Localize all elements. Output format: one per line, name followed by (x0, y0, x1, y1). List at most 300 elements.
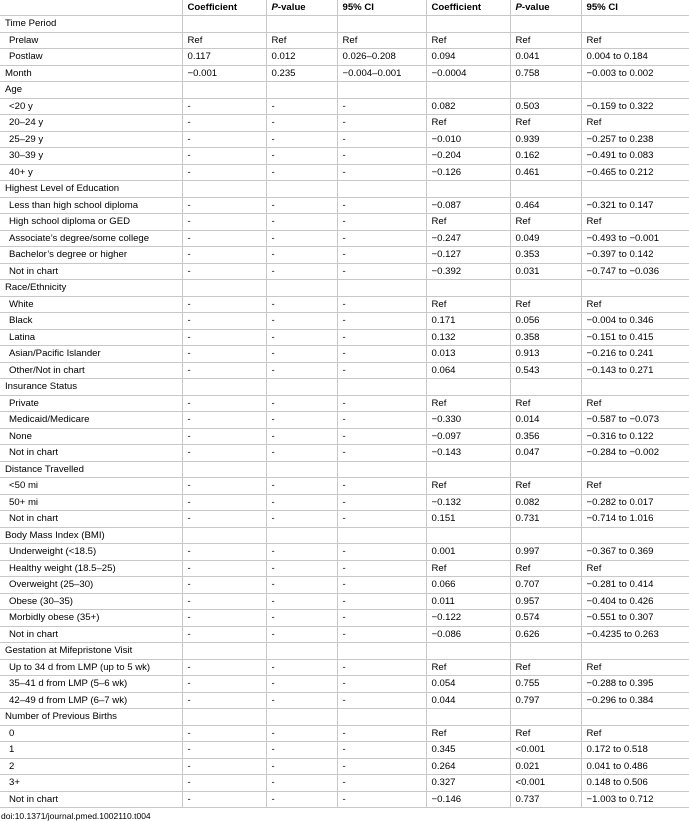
table-cell: −0.257 to 0.238 (581, 131, 689, 148)
table-cell: - (266, 346, 337, 363)
table-cell: - (182, 494, 266, 511)
table-cell: Ref (426, 395, 510, 412)
table-cell: - (337, 395, 426, 412)
table-row (0, 395, 689, 412)
group-label: Time Period (0, 16, 182, 33)
table-cell: −0.204 (426, 148, 510, 165)
table-cell: - (337, 593, 426, 610)
table-row (0, 98, 689, 115)
doi-footnote: doi:10.1371/journal.pmed.1002110.t004 (1, 811, 151, 821)
table-cell: - (182, 560, 266, 577)
table-cell (182, 527, 266, 544)
table-row (0, 577, 689, 594)
table-cell: - (182, 511, 266, 528)
table-cell: - (266, 428, 337, 445)
table-cell: −0.296 to 0.384 (581, 692, 689, 709)
row-label: 35–41 d from LMP (5–6 wk) (0, 676, 182, 693)
table-cell: −0.288 to 0.395 (581, 676, 689, 693)
table-cell: 0.021 (510, 758, 581, 775)
table-group-row (0, 16, 689, 33)
table-cell: 0.461 (510, 164, 581, 181)
table-row (0, 725, 689, 742)
row-label: Prelaw (0, 32, 182, 49)
row-label: 3+ (0, 775, 182, 792)
table-cell: - (266, 313, 337, 330)
table-cell (182, 280, 266, 297)
table-cell: −0.465 to 0.212 (581, 164, 689, 181)
table-cell: - (337, 544, 426, 561)
table-row (0, 49, 689, 66)
table-cell: 0.957 (510, 593, 581, 610)
table-cell: 0.503 (510, 98, 581, 115)
table-cell: Ref (510, 32, 581, 49)
table-cell: −0.282 to 0.017 (581, 494, 689, 511)
table-cell (581, 709, 689, 726)
table-cell: - (266, 560, 337, 577)
table-cell: - (266, 494, 337, 511)
table-cell: - (337, 247, 426, 264)
table-cell (581, 82, 689, 99)
table-cell: −0.714 to 1.016 (581, 511, 689, 528)
table-cell (337, 16, 426, 33)
table-cell: - (266, 148, 337, 165)
table-cell (426, 379, 510, 396)
table-cell: −0.003 to 0.002 (581, 65, 689, 82)
table-cell: - (337, 676, 426, 693)
table-cell: 0.031 (510, 263, 581, 280)
table-cell: - (182, 230, 266, 247)
table-cell: 0.026–0.208 (337, 49, 426, 66)
table-cell: 0.054 (426, 676, 510, 693)
table-cell: - (182, 544, 266, 561)
table-cell: 0.056 (510, 313, 581, 330)
table-cell (581, 181, 689, 198)
row-label: <20 y (0, 98, 182, 115)
table-cell: - (337, 742, 426, 759)
row-label: Not in chart (0, 791, 182, 808)
table-cell: 0.004 to 0.184 (581, 49, 689, 66)
table-cell (581, 379, 689, 396)
table-cell: - (182, 395, 266, 412)
table-cell: <0.001 (510, 742, 581, 759)
table-cell: 0.235 (266, 65, 337, 82)
table-cell: - (337, 230, 426, 247)
table-cell: - (337, 346, 426, 363)
table-cell: −0.126 (426, 164, 510, 181)
table-cell: - (266, 676, 337, 693)
table-cell: - (182, 593, 266, 610)
row-label: Healthy weight (18.5–25) (0, 560, 182, 577)
table-cell: −0.321 to 0.147 (581, 197, 689, 214)
table-cell: - (182, 214, 266, 231)
table-cell: - (266, 98, 337, 115)
table-cell: - (266, 758, 337, 775)
table-cell (510, 527, 581, 544)
table-cell (426, 280, 510, 297)
table-row (0, 115, 689, 132)
table-cell: Ref (426, 296, 510, 313)
table-cell: Ref (581, 478, 689, 495)
table-cell: −0.330 (426, 412, 510, 429)
table-cell: 0.148 to 0.506 (581, 775, 689, 792)
table-cell: −0.010 (426, 131, 510, 148)
header-ci: 95% CI (337, 0, 426, 16)
table-cell: 0.574 (510, 610, 581, 627)
table-cell: −0.143 (426, 445, 510, 462)
table-cell: - (266, 610, 337, 627)
table-row (0, 692, 689, 709)
table-cell: Ref (426, 659, 510, 676)
table-cell: - (266, 115, 337, 132)
table-cell (182, 181, 266, 198)
table-cell: - (337, 445, 426, 462)
table-cell: - (182, 742, 266, 759)
table-row (0, 593, 689, 610)
group-label: Body Mass Index (BMI) (0, 527, 182, 544)
table-cell: - (182, 626, 266, 643)
row-label: Obese (30–35) (0, 593, 182, 610)
table-cell: - (182, 115, 266, 132)
table-row (0, 329, 689, 346)
table-cell: - (182, 445, 266, 462)
table-cell: −0.392 (426, 263, 510, 280)
table-cell: - (337, 131, 426, 148)
table-cell: - (266, 412, 337, 429)
table-cell: Ref (581, 115, 689, 132)
table-cell: −0.404 to 0.426 (581, 593, 689, 610)
table-cell: - (266, 197, 337, 214)
table-row (0, 610, 689, 627)
table-cell: 0.132 (426, 329, 510, 346)
row-label: 0 (0, 725, 182, 742)
table-cell: −0.281 to 0.414 (581, 577, 689, 594)
table-cell: −0.087 (426, 197, 510, 214)
table-cell: −0.316 to 0.122 (581, 428, 689, 445)
table-cell (426, 643, 510, 660)
table-cell: Ref (581, 725, 689, 742)
group-label: Highest Level of Education (0, 181, 182, 198)
table-cell: - (337, 511, 426, 528)
table-cell: 0.151 (426, 511, 510, 528)
table-cell: 0.041 (510, 49, 581, 66)
header-p-letter: P (271, 2, 278, 13)
table-cell: −0.367 to 0.369 (581, 544, 689, 561)
table-group-row (0, 527, 689, 544)
table-cell: - (266, 164, 337, 181)
table-row (0, 494, 689, 511)
table-cell: - (337, 775, 426, 792)
table-cell: - (266, 626, 337, 643)
table-cell: Ref (510, 395, 581, 412)
table-cell: - (266, 214, 337, 231)
table-cell: −0.159 to 0.322 (581, 98, 689, 115)
table-cell: - (337, 148, 426, 165)
table-cell: - (337, 115, 426, 132)
row-label: None (0, 428, 182, 445)
table-cell: - (182, 758, 266, 775)
table-cell: - (337, 791, 426, 808)
table-cell: 0.737 (510, 791, 581, 808)
table-cell: 0.171 (426, 313, 510, 330)
group-label: Distance Travelled (0, 461, 182, 478)
table-cell (266, 379, 337, 396)
table-cell (182, 82, 266, 99)
row-label: 25–29 y (0, 131, 182, 148)
table-cell: −0.747 to −0.036 (581, 263, 689, 280)
table-cell: −0.004–0.001 (337, 65, 426, 82)
table-cell: - (337, 214, 426, 231)
table-cell: - (182, 791, 266, 808)
table-cell: 0.358 (510, 329, 581, 346)
table-cell (426, 709, 510, 726)
row-label: Not in chart (0, 263, 182, 280)
table-cell (266, 709, 337, 726)
table-row (0, 346, 689, 363)
table-cell: - (266, 395, 337, 412)
table-row (0, 412, 689, 429)
table-cell: 0.094 (426, 49, 510, 66)
table-cell: 0.012 (266, 49, 337, 66)
table-group-row (0, 280, 689, 297)
table-cell: <0.001 (510, 775, 581, 792)
table-cell: Ref (510, 214, 581, 231)
header-p-value (510, 0, 581, 16)
table-cell: - (182, 148, 266, 165)
table-cell: - (337, 659, 426, 676)
table-cell: −0.4235 to 0.263 (581, 626, 689, 643)
table-cell: −0.493 to −0.001 (581, 230, 689, 247)
table-cell: - (266, 692, 337, 709)
table-cell: - (337, 296, 426, 313)
table-cell: - (337, 362, 426, 379)
table-cell: - (266, 593, 337, 610)
table-row (0, 131, 689, 148)
table-cell (581, 461, 689, 478)
row-label: 30–39 y (0, 148, 182, 165)
table-cell: 0.543 (510, 362, 581, 379)
table-cell (266, 527, 337, 544)
table-cell: Ref (426, 725, 510, 742)
table-cell: −0.097 (426, 428, 510, 445)
table-cell: - (182, 313, 266, 330)
table-cell: - (337, 692, 426, 709)
table-cell: −0.146 (426, 791, 510, 808)
header-coefficient: Coefficient (426, 0, 510, 16)
table-row (0, 197, 689, 214)
table-row (0, 296, 689, 313)
table-cell: - (337, 329, 426, 346)
table-cell: Ref (426, 478, 510, 495)
table-cell: - (337, 610, 426, 627)
table-cell: - (266, 725, 337, 742)
header-ci: 95% CI (581, 0, 689, 16)
table-cell: −0.001 (182, 65, 266, 82)
table-row (0, 775, 689, 792)
row-label: 1 (0, 742, 182, 759)
table-cell (266, 280, 337, 297)
table-row (0, 445, 689, 462)
table-cell (426, 181, 510, 198)
table-header-row (0, 0, 689, 16)
table-row (0, 214, 689, 231)
table-cell: −0.143 to 0.271 (581, 362, 689, 379)
table-cell: - (182, 346, 266, 363)
table-cell: - (266, 775, 337, 792)
table-cell: - (182, 659, 266, 676)
table-cell: 0.001 (426, 544, 510, 561)
table-cell: 0.082 (510, 494, 581, 511)
table-cell: 0.758 (510, 65, 581, 82)
table-cell: Ref (426, 214, 510, 231)
table-cell: −0.216 to 0.241 (581, 346, 689, 363)
table-cell (337, 527, 426, 544)
table-cell: - (266, 247, 337, 264)
table-cell (266, 16, 337, 33)
table-cell (337, 709, 426, 726)
table-cell: - (337, 494, 426, 511)
row-label: Overweight (25–30) (0, 577, 182, 594)
table-cell: Ref (337, 32, 426, 49)
row-label: Underweight (<18.5) (0, 544, 182, 561)
table-cell: - (182, 247, 266, 264)
table-cell: Ref (581, 395, 689, 412)
table-cell: - (182, 412, 266, 429)
table-cell: - (337, 197, 426, 214)
table-cell: 0.082 (426, 98, 510, 115)
table-cell: - (337, 313, 426, 330)
table-cell: 0.047 (510, 445, 581, 462)
table-row (0, 148, 689, 165)
row-label: Other/Not in chart (0, 362, 182, 379)
row-label: Less than high school diploma (0, 197, 182, 214)
header-p-value (266, 0, 337, 16)
table-cell: - (266, 742, 337, 759)
row-label: Bachelor’s degree or higher (0, 247, 182, 264)
table-cell: Ref (581, 560, 689, 577)
table-cell: 0.066 (426, 577, 510, 594)
table-cell (182, 379, 266, 396)
table-row (0, 626, 689, 643)
table-cell: −0.004 to 0.346 (581, 313, 689, 330)
table-cell: 0.464 (510, 197, 581, 214)
table-cell: - (182, 164, 266, 181)
table-cell: Ref (266, 32, 337, 49)
table-cell (581, 527, 689, 544)
table-cell: - (266, 478, 337, 495)
table-cell: - (266, 791, 337, 808)
table-cell: - (182, 263, 266, 280)
table-cell: - (337, 478, 426, 495)
table-cell: −0.284 to −0.002 (581, 445, 689, 462)
table-cell: - (337, 560, 426, 577)
table-cell: Ref (510, 725, 581, 742)
table-cell: 0.014 (510, 412, 581, 429)
table-cell: −0.127 (426, 247, 510, 264)
header-p-letter: P (515, 2, 522, 13)
table-cell (266, 82, 337, 99)
header-p-suffix: -value (277, 2, 306, 13)
table-cell (182, 461, 266, 478)
table-cell (182, 709, 266, 726)
table-cell: - (182, 478, 266, 495)
table-cell (581, 16, 689, 33)
table-cell: 0.013 (426, 346, 510, 363)
table-cell: Ref (581, 32, 689, 49)
table-cell: 0.011 (426, 593, 510, 610)
row-label: High school diploma or GED (0, 214, 182, 231)
table-cell: - (182, 428, 266, 445)
table-row (0, 65, 689, 82)
table-cell: 0.049 (510, 230, 581, 247)
table-cell (510, 16, 581, 33)
table-cell: 0.755 (510, 676, 581, 693)
table-cell: - (266, 131, 337, 148)
table-cell: - (266, 296, 337, 313)
table-cell: 0.345 (426, 742, 510, 759)
table-group-row (0, 709, 689, 726)
table-cell (510, 709, 581, 726)
table-row (0, 742, 689, 759)
table-cell: - (266, 577, 337, 594)
table-cell (426, 527, 510, 544)
table-cell: −0.397 to 0.142 (581, 247, 689, 264)
table-cell: 0.707 (510, 577, 581, 594)
header-p-suffix: -value (521, 2, 550, 13)
table-cell: 0.997 (510, 544, 581, 561)
table-row (0, 313, 689, 330)
table-cell: - (182, 329, 266, 346)
row-label: Medicaid/Medicare (0, 412, 182, 429)
row-label: Associate’s degree/some college (0, 230, 182, 247)
table-cell: - (182, 775, 266, 792)
table-cell: 0.041 to 0.486 (581, 758, 689, 775)
table-cell: Ref (426, 32, 510, 49)
table-row (0, 659, 689, 676)
table-cell: Ref (426, 115, 510, 132)
table-cell: - (337, 626, 426, 643)
table-cell: - (182, 131, 266, 148)
table-group-row (0, 82, 689, 99)
table-cell (266, 643, 337, 660)
row-label: 40+ y (0, 164, 182, 181)
table-cell: −0.491 to 0.083 (581, 148, 689, 165)
table-cell: 0.327 (426, 775, 510, 792)
table-row (0, 247, 689, 264)
table-cell (182, 16, 266, 33)
group-label: Insurance Status (0, 379, 182, 396)
table-cell: - (266, 445, 337, 462)
group-label: Race/Ethnicity (0, 280, 182, 297)
table-cell: Ref (581, 214, 689, 231)
table-group-row (0, 461, 689, 478)
table-cell: 0.731 (510, 511, 581, 528)
table-cell: 0.064 (426, 362, 510, 379)
header-blank (0, 0, 182, 16)
row-label: 42–49 d from LMP (6–7 wk) (0, 692, 182, 709)
row-label: Not in chart (0, 626, 182, 643)
table-cell: −0.587 to −0.073 (581, 412, 689, 429)
table-row (0, 263, 689, 280)
table-row (0, 791, 689, 808)
table-cell (510, 379, 581, 396)
table-row (0, 32, 689, 49)
row-label: 50+ mi (0, 494, 182, 511)
table-cell: 0.356 (510, 428, 581, 445)
table-cell: −0.132 (426, 494, 510, 511)
table-row (0, 544, 689, 561)
table-cell: - (182, 725, 266, 742)
table-cell: - (337, 428, 426, 445)
